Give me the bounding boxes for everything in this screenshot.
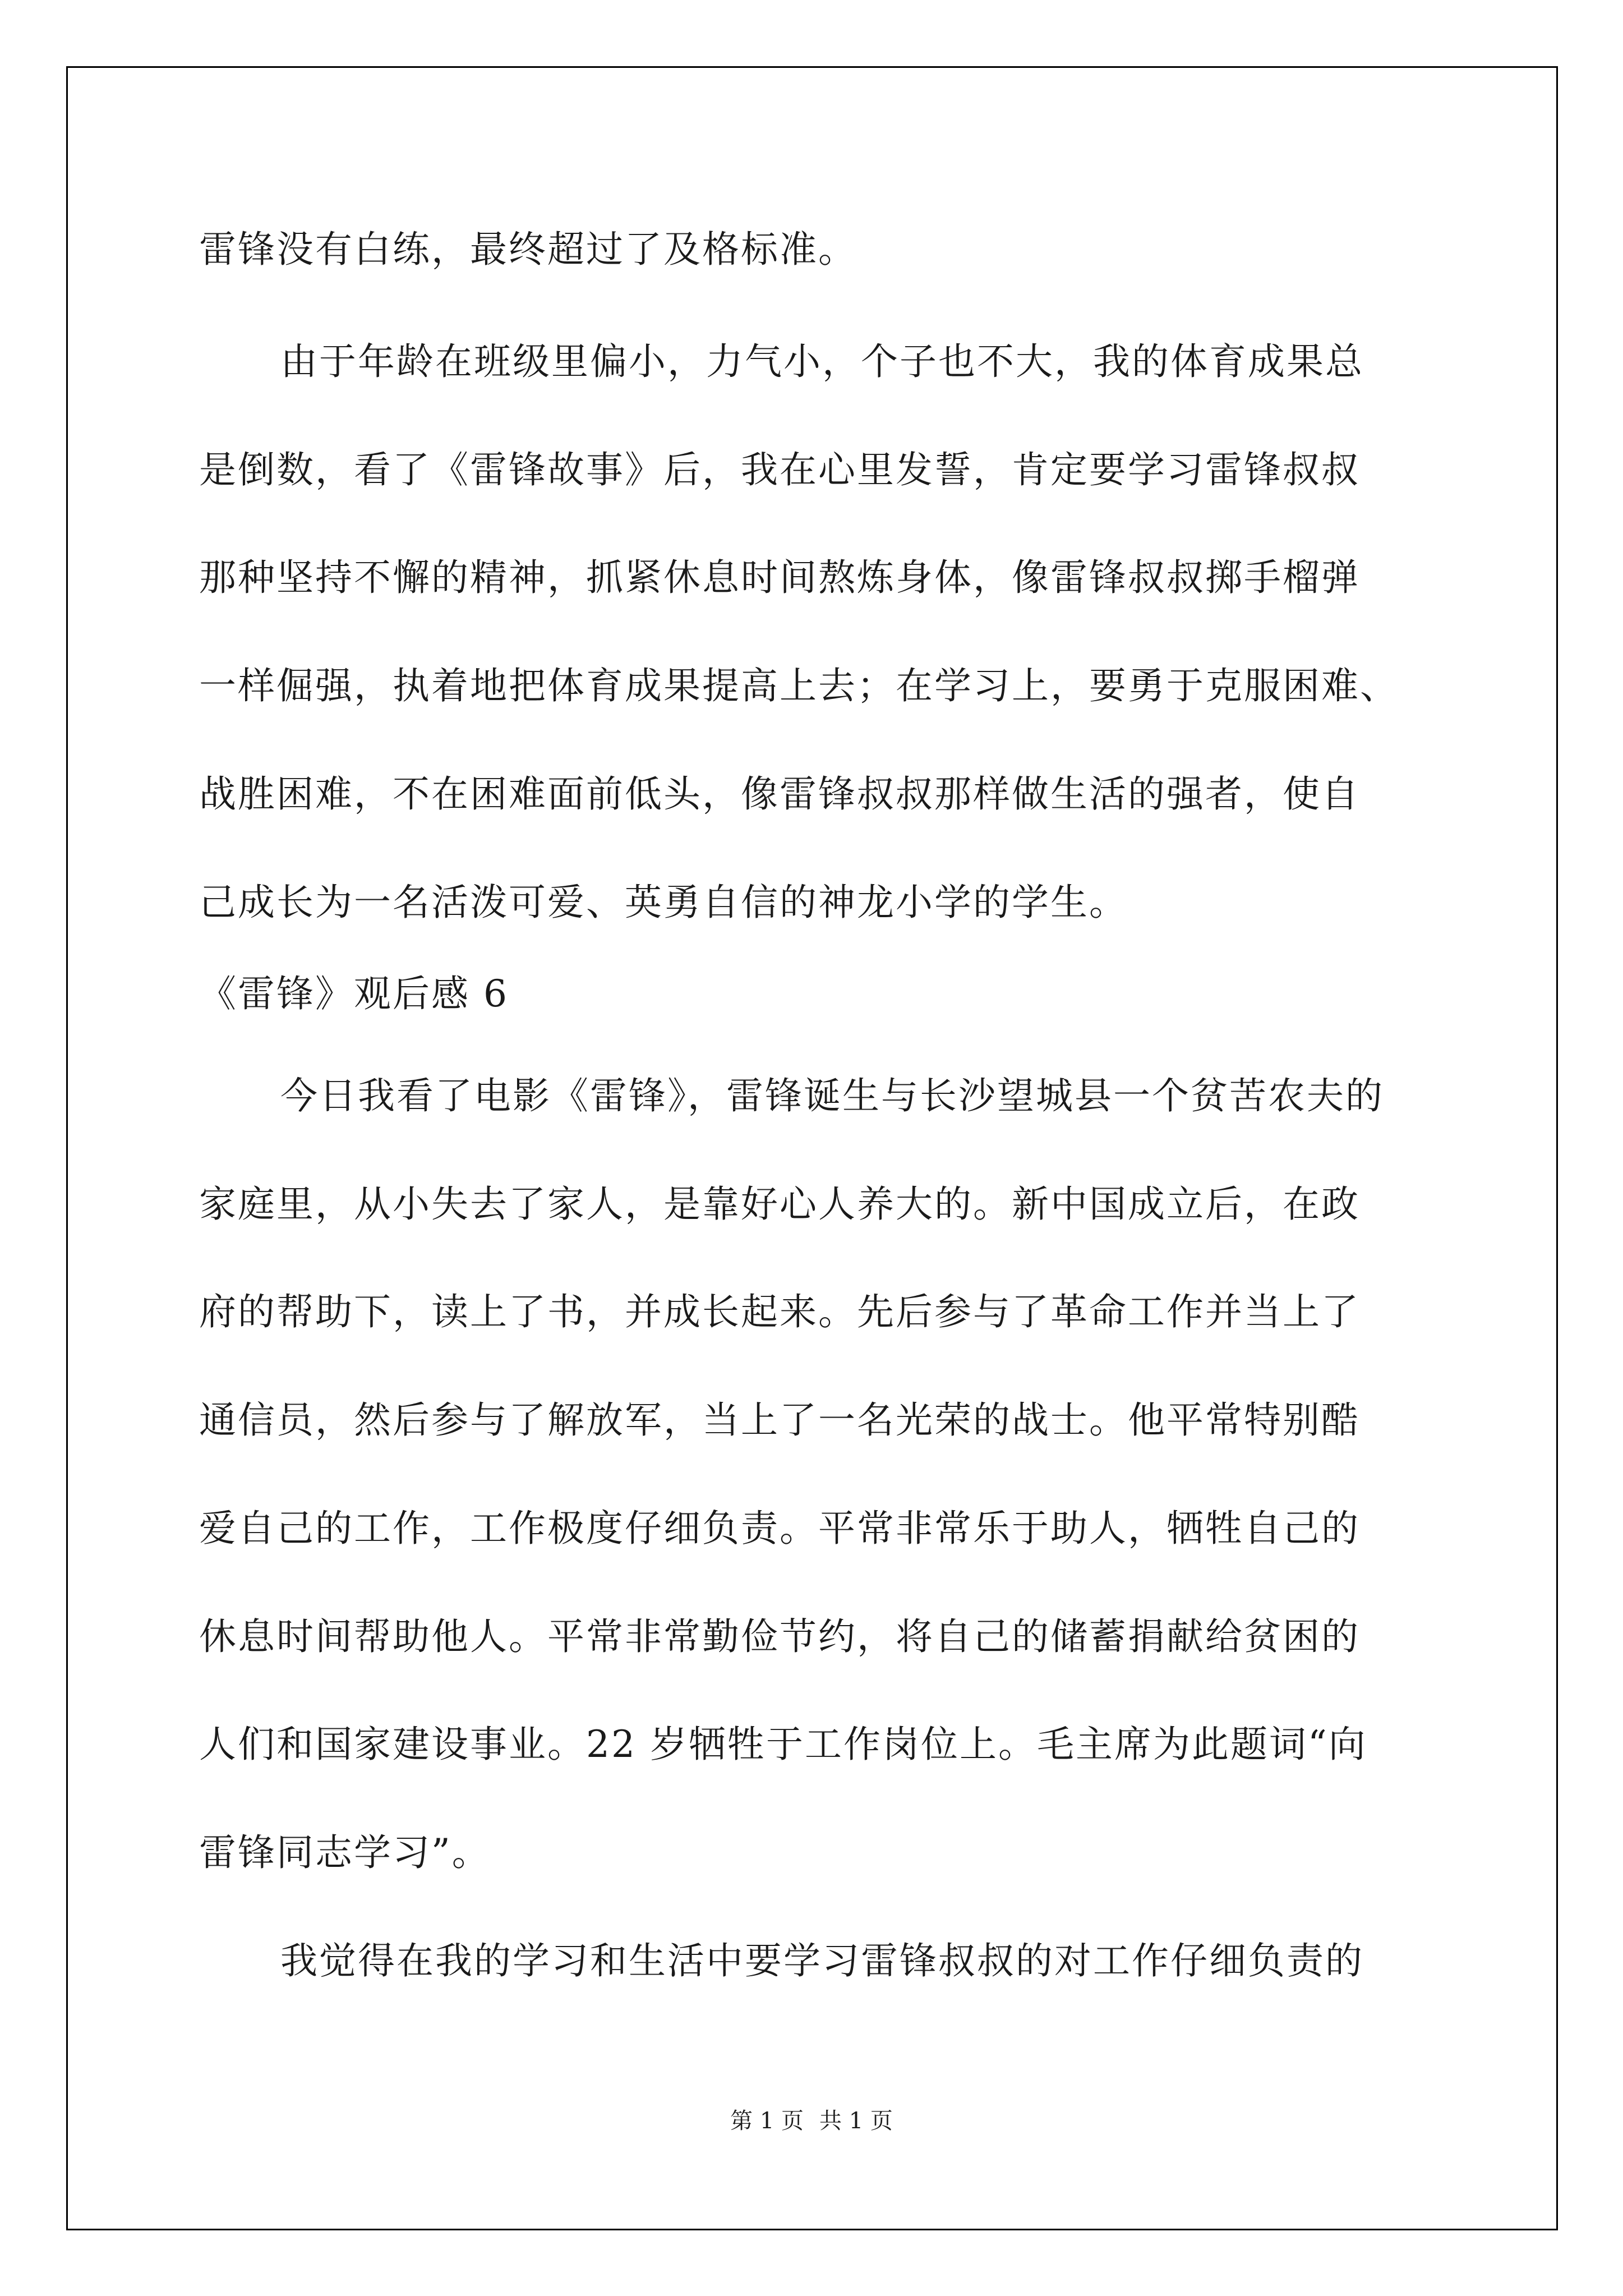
text-line-1: 雷锋没有白练，最终超过了及格标准。	[199, 228, 857, 271]
text-line-8: 今日我看了电影《雷锋》，雷锋诞生与长沙望城县一个贫苦农夫的	[280, 1074, 1384, 1117]
page-number: 第 1 页	[730, 2108, 804, 2134]
text-line-11: 通信员，然后参与了解放军，当上了一名光荣的战士。他平常特别酷	[199, 1398, 1360, 1442]
text-line-15: 雷锋同志学习”。	[199, 1831, 491, 1874]
text-line-14: 人们和国家建设事业。22 岁牺牲于工作岗位上。毛主席为此题词“向	[199, 1723, 1367, 1766]
page-total: 共 1 页	[819, 2108, 893, 2134]
text-line-9: 家庭里，从小失去了家人，是靠好心人养大的。新中国成立后，在政	[199, 1182, 1360, 1226]
text-line-16: 我觉得在我的学习和生活中要学习雷锋叔叔的对工作仔细负责的	[280, 1939, 1364, 1982]
text-line-5: 一样倔强，执着地把体育成果提高上去；在学习上，要勇于克服困难、	[199, 664, 1399, 707]
text-line-6: 战胜困难，不在困难面前低头，像雷锋叔叔那样做生活的强者，使自	[199, 772, 1360, 816]
text-line-7: 己成长为一名活泼可爱、英勇自信的神龙小学的学生。	[199, 881, 1128, 924]
text-line-10: 府的帮助下，读上了书，并成长起来。先后参与了革命工作并当上了	[199, 1290, 1360, 1333]
text-line-13: 休息时间帮助他人。平常非常勤俭节约，将自己的储蓄捐献给贫困的	[199, 1615, 1360, 1658]
text-line-2: 由于年龄在班级里偏小，力气小，个子也不大，我的体育成果总	[280, 340, 1364, 383]
text-line-12: 爱自己的工作，工作极度仔细负责。平常非常乐于助人，牺牲自己的	[199, 1507, 1360, 1550]
page-footer	[0, 2107, 1623, 2135]
text-line-3: 是倒数，看了《雷锋故事》后，我在心里发誓，肯定要学习雷锋叔叔	[199, 448, 1360, 491]
page-border	[66, 66, 1558, 2230]
section-heading: 《雷锋》观后感 6	[199, 972, 509, 1015]
text-line-4: 那种坚持不懈的精神，抓紧休息时间熬炼身体，像雷锋叔叔掷手榴弹	[199, 556, 1360, 599]
